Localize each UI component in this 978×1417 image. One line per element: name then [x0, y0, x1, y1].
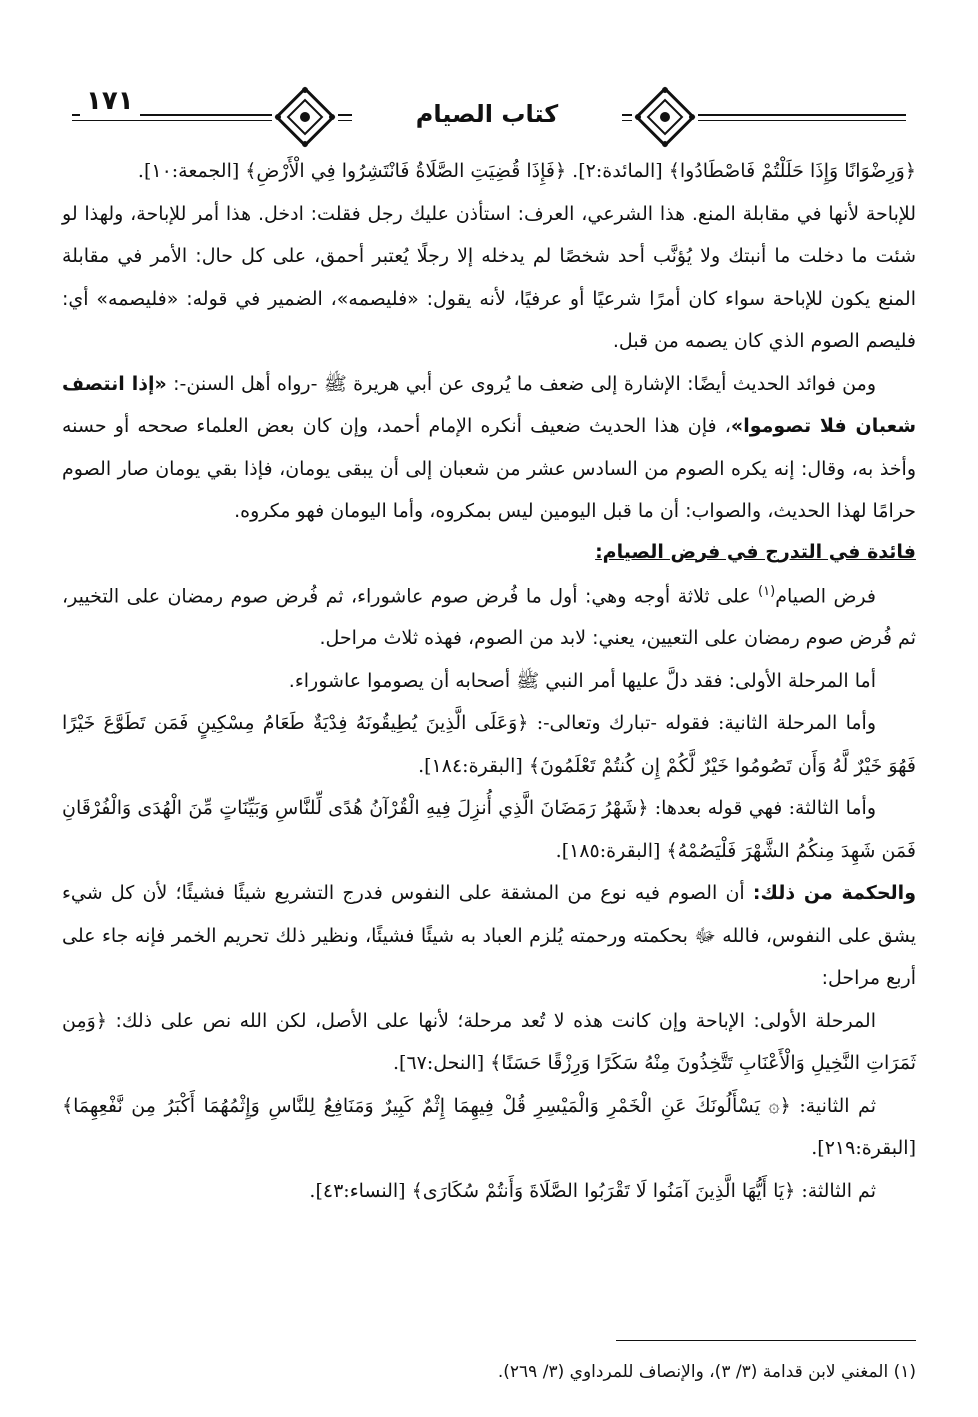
paragraph-text: ومن فوائد الحديث أيضًا: الإشارة إلى ضعف ما يُروى عن أبي هريرة ﷺ -رواه أهل السنن-:	[166, 372, 876, 395]
ornament-left-icon	[272, 84, 338, 150]
paragraph-text: فرض الصيام	[775, 584, 876, 607]
page-body	[62, 150, 916, 1212]
paragraph-text: على ثلاثة أوجه وهي: أول ما فُرض صوم عاشوراء، ثم فُرض صوم رمضان على التخيير، ثم فُرض صوم رمضان على التعيين، يعني: لابد من الصوم، فهذه ثلاث مراحل.	[62, 584, 916, 650]
verse-line: ﴿وَرِضْوَانًا وَإِذَا حَلَلْتُمْ فَاصْطَادُوا﴾ [المائدة:٢]. ﴿فَإِذَا قُضِيَتِ الصَّلَاةُ فَانْتَشِرُوا فِي الْأَرْضِ﴾ [الجمعة:١٠].	[137, 160, 916, 182]
book-title: كتاب الصيام	[352, 100, 622, 128]
paragraph: ثم الثانية: ﴿۞ يَسْأَلُونَكَ عَنِ الْخَمْرِ وَالْمَيْسِرِ قُلْ فِيهِمَا إِثْمٌ كَبِيرٌ وَمَنَافِعُ لِلنَّاسِ وَإِثْمُهُمَا أَكْبَرُ مِن نَّفْعِهِمَا﴾ [البقرة:٢١٩].	[62, 1094, 916, 1160]
paragraph: ثم الثالثة: ﴿يَا أَيُّهَا الَّذِينَ آمَنُوا لَا تَقْرَبُوا الصَّلَاةَ وَأَنتُمْ سُكَارَى﴾ [النساء:٤٣].	[309, 1179, 876, 1202]
paragraph	[62, 872, 916, 1000]
page-header	[72, 80, 906, 140]
paragraph: أما المرحلة الأولى: فقد دلَّ عليها أمر النبي ﷺ أصحابه أن يصوموا عاشوراء.	[288, 669, 876, 692]
paragraph: وأما الثالثة: فهي قوله بعدها: ﴿شَهْرُ رَمَضَانَ الَّذِي أُنزِلَ فِيهِ الْقُرْآنُ هُدًى لِّلنَّاسِ وَبَيِّنَاتٍ مِّنَ الْهُدَى وَالْفُرْقَانِ فَمَن شَهِدَ مِنكُمُ الشَّهْرَ فَلْيَصُمْهُ﴾ [البقرة:١٨٥].	[62, 797, 916, 862]
section-heading: فائدة في التدرج في فرض الصيام:	[595, 540, 916, 563]
footnote-marker: (١)	[758, 583, 776, 599]
footnote-rule	[616, 1340, 916, 1341]
paragraph	[62, 363, 916, 533]
footnote: (١) المغني لابن قدامة (٣/ ٣)، والإنصاف للمرداوي (٣/ ٢٦٩).	[497, 1362, 916, 1382]
paragraph-text: ، فإن هذا الحديث ضعيف أنكره الإمام أحمد، وإن كان بعض العلماء صححه أو حسنه وأخذ به، وقال: إنه يكره الصوم من السادس عشر من شعبان إلى أن يبقى يومان، فإذا بقي يومان صار الصوم حرامًا لهذا الحديث، والصواب: أن ما قبل اليومين ليس بمكروه، وأما اليومان فهو مكروه.	[62, 415, 916, 522]
ornament-right-icon	[632, 84, 698, 150]
verse-quote: ﴿وَمِن ثَمَرَاتِ النَّخِيلِ وَالْأَعْنَابِ تَتَّخِذُونَ مِنْهُ سَكَرًا وَرِزْقًا حَسَنًا﴾ [النحل:٦٧].	[62, 1009, 916, 1075]
paragraph-text: المرحلة الأولى: الإباحة وإن كانت هذه لا تُعد مرحلة؛ لأنها على الأصل، لكن الله نص على ذلك:	[106, 1009, 876, 1032]
paragraph	[62, 1000, 916, 1085]
paragraph: وأما المرحلة الثانية: فقوله -تبارك وتعالى-: ﴿وَعَلَى الَّذِينَ يُطِيقُونَهُ فِدْيَةٌ طَعَامُ مِسْكِينٍ فَمَن تَطَوَّعَ خَيْرًا فَهُوَ خَيْرٌ لَّهُ وَأَن تَصُومُوا خَيْرٌ لَّكُمْ إِن كُنتُمْ تَعْلَمُونَ﴾ [البقرة:١٨٤].	[62, 712, 916, 777]
paragraph-lead: والحكمة من ذلك:	[752, 882, 917, 905]
paragraph-text: أن الصوم فيه نوع من المشقة على النفوس فدرج التشريع شيئًا فشيئًا؛ لأن كل شيء يشق على النفوس، فالله ﷻ بحكمته ورحمته يُلزم العباد به شيئًا فشيئًا، ونظير ذلك تحريم الخمر فإنه جاء على أربع مراحل:	[62, 882, 916, 990]
hadith-quote: «إذا انتصف شعبان فلا تصوموا»	[62, 372, 917, 437]
paragraph	[62, 571, 916, 660]
page-number: ١٧١	[80, 86, 140, 116]
paragraph: للإباحة لأنها في مقابلة المنع. هذا الشرعي، العرف: استأذن عليك رجل فقلت: ادخل. هذا أمر للإباحة، ولهذا لو شئت ما دخلت ما أنبتك ولا يُؤنَّب أحد شخصًا لم يدخله إلا رجلًا يُعتبر أحمق، على كل حال: الأمر في مقابلة المنع يكون للإباحة سواء كان أمرًا شرعيًا أو عرفيًا، لأنه يقول: «فليصمه»، الضمير في قوله: «فليصمه» أي: فليصم الصوم الذي كان يصمه من قبل.	[62, 202, 916, 352]
